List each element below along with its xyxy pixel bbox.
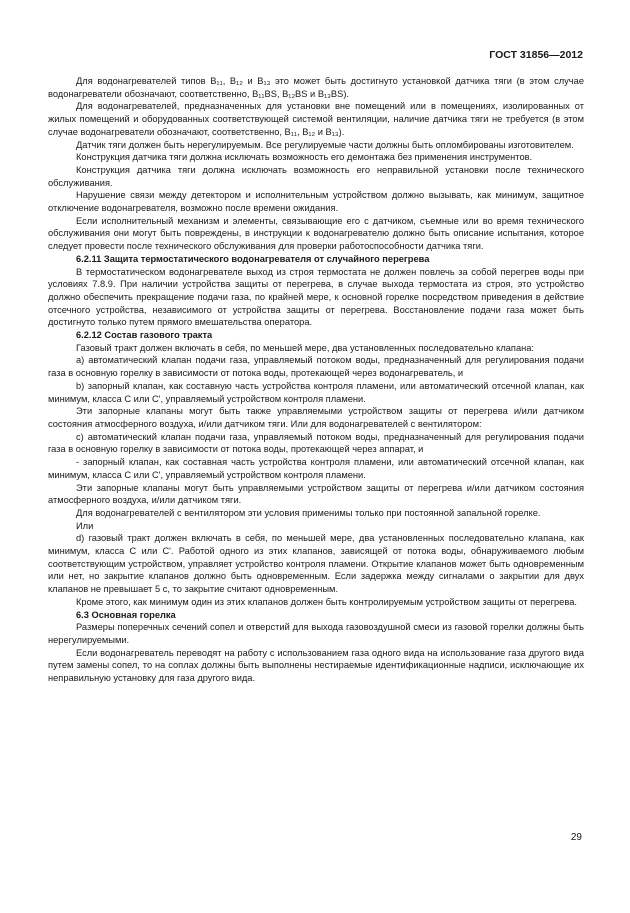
- list-item: c) автоматический клапан подачи газа, управляемый потоком воды, предназначенный для регулирования подачи газа в основную горелку в зависимости от потока воды, протекающей через аппарат, и: [48, 431, 584, 455]
- paragraph: Или: [76, 520, 94, 531]
- document-body: [48, 75, 584, 685]
- list-item: d) газовый тракт должен включать в себя, по меньшей мере, два установленных последовательно клапана, как минимум, класса C или C'. Работой одного из этих клапанов, зависящей от потока воды, обнаруживаемого любым соответствующим устройством, управляет устройство контроля пламени. Открытие клапанов может быть одновременным или нет, но закрытие клапанов должно быть одновременным. Если задержка между сигналами о закрытии для двух клапанов не превышает 5 с, то закрытие считают одновременным.: [48, 533, 584, 595]
- list-item: a) автоматический клапан подачи газа, управляемый потоком воды, предназначенный для регулирования подачи газа в основную горелку в зависимости от потока воды, протекающей через водонагреватель, и: [48, 355, 584, 379]
- paragraph: Эти запорные клапаны могут быть также управляемыми устройством защиты от перегрева и/или датчиком состояния атмосферного воздуха, и/или датчиком тяги. Или для водонагревателей с вентилятором:: [48, 406, 584, 429]
- paragraph: Конструкция датчика тяги должна исключать возможность его демонтажа без применения инструментов.: [76, 152, 533, 163]
- paragraph: Если исполнительный механизм и элементы, связывающие его с датчиком, съемные или во время технического обслуживания они могут быть повреждены, в инструкции к водонагревателю должно быть описание испытания, которое следует провести после технического обслуживания для проверки работоспособности датчика тяги.: [48, 215, 584, 252]
- section-heading-6-2-11: 6.2.11 Защита термостатического водонагревателя от случайного перегрева: [76, 253, 430, 264]
- paragraph: Для водонагревателей, предназначенных для установки вне помещений или в помещениях, изолированных от жилых помещений и оборудованных соответствующей системой вентиляции, наличие датчика тяги не требуется (в этом случае водонагреватели обозначают, соответственно, B₁₁, B₁₂ и B₁₃).: [48, 101, 584, 137]
- paragraph: Датчик тяги должен быть нерегулируемым. Все регулируемые части должны быть опломбированы изготовителем.: [76, 139, 574, 150]
- paragraph: Для водонагревателей типов B₁₁, B₁₂ и B₁₃ это может быть достигнуто установкой датчика тяги (в этом случае водонагреватели обозначают, соответственно, B₁₁BS, B₁₂BS и B₁₃BS).: [48, 76, 584, 99]
- list-item: b) запорный клапан, как составную часть устройства контроля пламени, или автоматический отсечной клапан, как минимум, класса C или C', управляемый устройством контроля пламени.: [48, 380, 584, 404]
- paragraph: Конструкция датчика тяги должна исключать возможность его неправильной установки после технического обслуживания.: [48, 164, 584, 188]
- paragraph: Размеры поперечных сечений сопел и отверстий для выхода газовоздушной смеси из газовой горелки должны быть нерегулируемыми.: [48, 622, 584, 645]
- list-item: - запорный клапан, как составная часть устройства контроля пламени, или автоматический отсечной клапан, как минимум, класса C или C', управляемый устройством контроля пламени.: [48, 457, 584, 480]
- paragraph: Если водонагреватель переводят на работу с использованием газа одного вида на использование газа другого вида путем замены сопел, то на соплах должны быть выполнены нестираемые идентификационные надписи, исключающие их неправильную установку для газа другого вида.: [48, 647, 584, 684]
- section-heading-6-3: 6.3 Основная горелка: [76, 609, 176, 620]
- paragraph: В термостатическом водонагревателе выход из строя термостата не должен повлечь за собой перегрев воды при условиях 7.8.9. При наличии устройства защиты от перегрева, в случае выхода термостата из строя, это устройство должно обеспечить прекращение подачи газа, по крайней мере, к основной горелке посредством приведения в действие отсечного устройства, независимого от устройства защиты от перегрева. Восстановление подачи газа может быть достигнуто только путем прямого вмешательства оператора.: [48, 266, 584, 328]
- section-heading-6-2-12: 6.2.12 Состав газового тракта: [76, 330, 213, 341]
- paragraph: Эти запорные клапаны могут быть управляемыми устройством защиты от перегрева и/или датчиком состояния атмосферного воздуха, и/или датчиком тяги.: [48, 482, 584, 506]
- paragraph: Для водонагревателей с вентилятором эти условия применимы только при постоянной запальной горелке.: [76, 507, 541, 518]
- paragraph: Газовый тракт должен включать в себя, по меньшей мере, два установленных последовательно клапана:: [76, 342, 535, 353]
- paragraph: Нарушение связи между детектором и исполнительным устройством должно вызывать, как минимум, защитное отключение водонагревателя, возможно после времени ожидания.: [48, 190, 584, 214]
- document-header: ГОСТ 31856—2012: [489, 49, 583, 61]
- paragraph: Кроме этого, как минимум один из этих клапанов должен быть контролируемым устройством защиты от перегрева.: [76, 596, 577, 607]
- page-number: 29: [570, 832, 582, 843]
